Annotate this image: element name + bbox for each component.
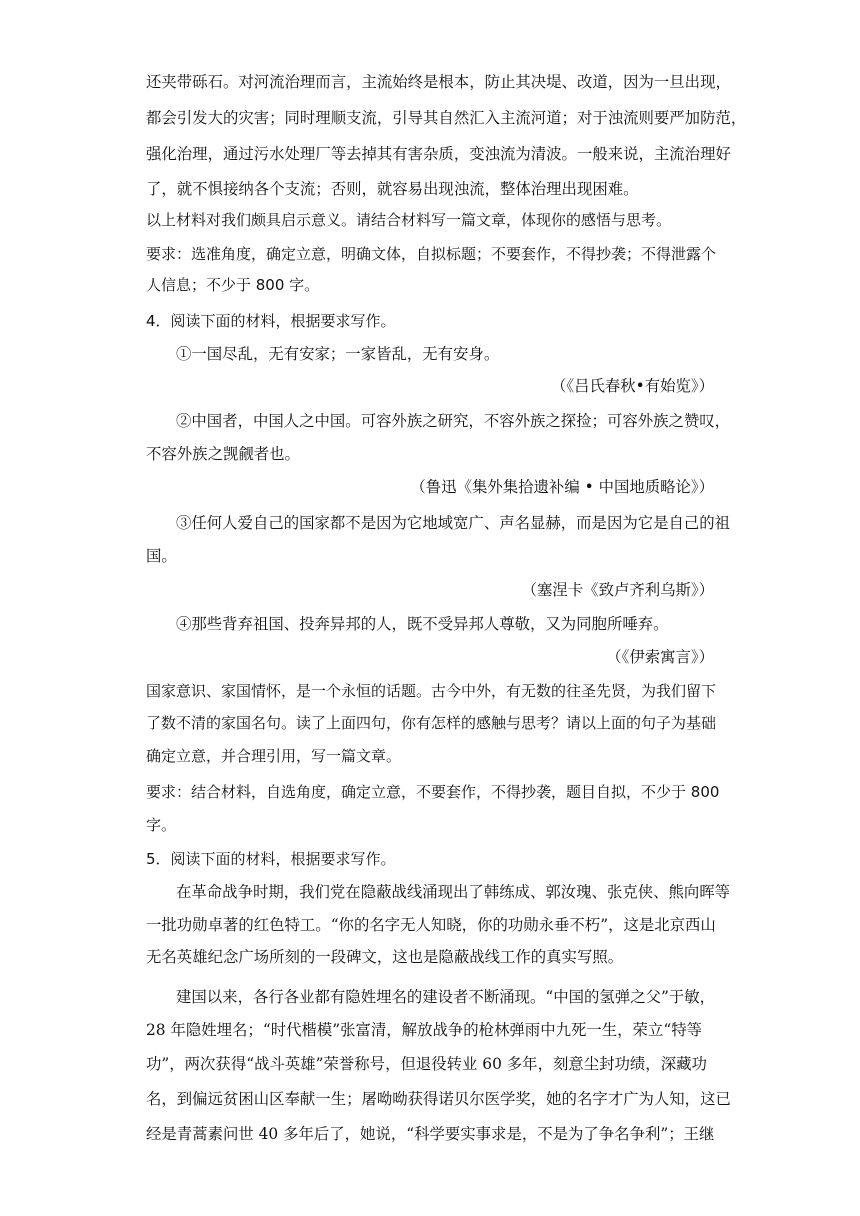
quote-2: ②中国者，中国人之中国。可容外族之研究，不容外族之探捡；可容外族之赞叹， xyxy=(176,412,731,430)
paragraph-1: 无名英雄纪念广场所刻的一段碑文，这也是隐蔽战线工作的真实写照。 xyxy=(146,948,624,966)
quote-1-source: （《吕氏春秋•有始览》） xyxy=(551,377,714,395)
requirement-text: 要求：选准角度，确定立意，明确文体，自拟标题；不要套作，不得抄袭；不得泄露个 xyxy=(146,245,717,263)
question-5-heading: 5．阅读下面的材料，根据要求写作。 xyxy=(146,850,396,868)
quote-1: ①一国尽乱，无有安家；一家皆乱，无有安身。 xyxy=(176,345,500,363)
prompt-text: 以上材料对我们颇具启示意义。请结合材料写一篇文章，体现你的感悟与思考。 xyxy=(146,211,672,229)
requirement-text: 要求：结合材料，自选角度，确定立意，不要套作，不得抄袭，题目自拟，不少于 800 xyxy=(146,783,720,801)
quote-2: 不容外族之觊觎者也。 xyxy=(146,445,300,463)
question-4-heading: 4．阅读下面的材料，根据要求写作。 xyxy=(146,312,396,330)
paragraph-2: 名，到偏远贫困山区奉献一生；屠呦呦获得诺贝尔医学奖，她的名字才广为人知，这已 xyxy=(146,1090,731,1108)
quote-3: 国。 xyxy=(146,547,177,565)
paragraph-2: 功”，两次获得“战斗英雄”荣誉称号，但退役转业 60 多年，刻意尘封功绩，深藏功 xyxy=(146,1055,707,1073)
paragraph-1: 一批功勋卓著的红色特工。“你的名字无人知晓，你的功勋永垂不朽”，这是北京西山 xyxy=(146,916,716,934)
body-text: 确定立意，并合理引用，写一篇文章。 xyxy=(146,747,402,765)
text-line: 都会引发大的灾害；同时理顺支流，引导其自然汇入主流河道；对于浊流则要严加防范， xyxy=(146,109,747,127)
quote-2-source: （鲁迅《集外集拾遗补编 • 中国地质略论》） xyxy=(410,478,714,496)
quote-3-source: （塞涅卡《致卢齐利乌斯》） xyxy=(521,581,714,599)
quote-3: ③任何人爱自己的国家都不是因为它地域宽广、声名显赫，而是因为它是自己的祖 xyxy=(176,514,731,532)
quote-4-source: （《伊索寓言》） xyxy=(606,648,714,666)
text-line: 了，就不惧接纳各个支流；否则，就容易出现浊流，整体治理出现困难。 xyxy=(146,180,639,198)
paragraph-2: 建国以来，各行各业都有隐姓埋名的建设者不断涌现。“中国的氢弹之父”于敏， xyxy=(176,988,716,1006)
text-line: 强化治理，通过污水处理厂等去掉其有害杂质，变浊流为清波。一般来说，主流治理好 xyxy=(146,145,731,163)
body-text: 了数不清的家国名句。读了上面四句，你有怎样的感触与思考？请以上面的句子为基础 xyxy=(146,714,717,732)
paragraph-2: 经是青蒿素问世 40 多年后了，她说，“科学要实事求是，不是为了争名争利”；王继 xyxy=(146,1125,715,1143)
body-text: 国家意识、家国情怀，是一个永恒的话题。古今中外，有无数的往圣先贤，为我们留下 xyxy=(146,682,717,700)
paragraph-2: 28 年隐姓埋名；“时代楷模”张富清，解放战争的枪林弹雨中九死一生，荣立“特等 xyxy=(146,1021,702,1039)
paragraph-1: 在革命战争时期，我们党在隐蔽战线涌现出了韩练成、郭汝瑰、张克侠、熊向晖等 xyxy=(176,883,731,901)
text-line: 还夹带砾石。对河流治理而言，主流始终是根本，防止其决堤、改道，因为一旦出现， xyxy=(146,73,731,91)
quote-4: ④那些背弃祖国、投奔异邦的人，既不受异邦人尊敬，又为同胞所唾弃。 xyxy=(176,615,669,633)
requirement-text: 字。 xyxy=(146,816,177,834)
requirement-text: 人信息；不少于 800 字。 xyxy=(146,276,320,294)
